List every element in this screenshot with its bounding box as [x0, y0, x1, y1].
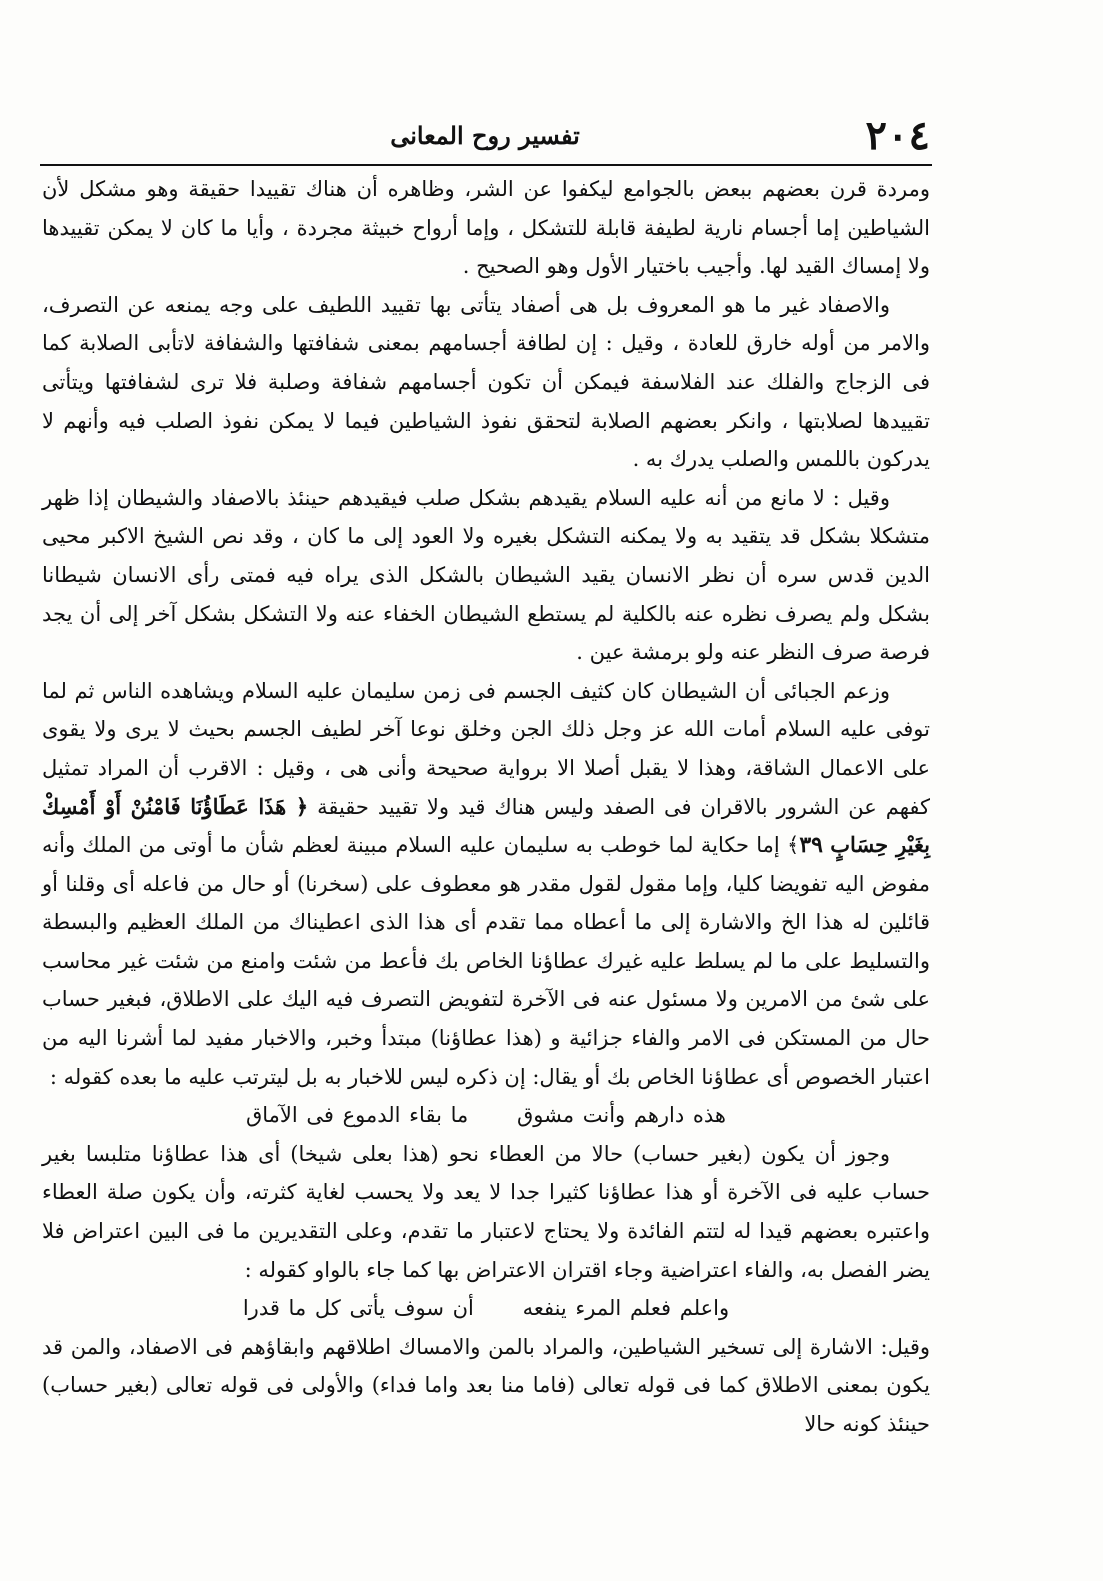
- verse-second-hemistich: أن سوف يأتى كل ما قدرا: [242, 1296, 474, 1321]
- paragraph: وقيل : لا مانع من أنه عليه السلام يقيدهم بشكل صلب فيقيدهم حينئذ بالاصفاد والشيطان إذا ظهر متشكلا بشكل قد يتقيد به ولا يمكنه التشكل بغيره ولا العود إلى ما كان ، وقد نص الشيخ الاكبر محيى الدين قدس سره أن نظر الانسان يقيد الشيطان بالشكل الذى يراه فيه فمتى رأى الانسان شيطانا بشكل ولم يصرف نظره عنه بالكلية لم يستطع الشيطان الخفاء عنه ولا التشكل بشكل آخر إلى أن يجد فرصة صرف النظر عنه ولو برمشة عين .: [42, 485, 930, 665]
- body-text: [42, 170, 930, 1444]
- header-divider: [40, 164, 932, 166]
- verse-second-hemistich: ما بقاء الدموع فى الآماق: [245, 1103, 469, 1128]
- poetry-verse: [42, 1096, 930, 1135]
- poetry-verse: [42, 1289, 930, 1328]
- verse-first-hemistich: واعلم فعلم المرء ينفعه: [522, 1296, 730, 1321]
- verse-first-hemistich: هذه دارهم وأنت مشوق: [516, 1103, 727, 1128]
- page-header: [40, 108, 930, 164]
- paragraph-continuation: ﴾ إما حكاية لما خوطب به سليمان عليه السلام مبينة لعظم شأن ما أوتى من الملك وأنه مفوض اليه تفويضا كليا، وإما مقول لقول مقدر هو معطوف على (سخرنا) أو حال من فاعله أى وقلنا أو قائلين له هذا الخ والاشارة إلى ما أعطاه مما تقدم أى هذا الذى اعطيناك من الملك العظيم والبسطة والتسليط على ما لم يسلط عليه غيرك عطاؤنا الخاص بك فأعط من شئت وامنع من شئت غير محاسب على شئ من الامرين ولا مسئول عنه فى الآخرة لتفويض التصرف فيه اليك على الاطلاق، فبغير حساب حال من المستكن فى الامر والفاء جزائية و (هذا عطاؤنا) مبتدأ وخبر، والاخبار مفيد لما أشرنا اليه من اعتبار الخصوص أى عطاؤنا الخاص بك أو يقال: إن ذكره ليس للاخبار به بل ليترتب عليه ما بعده كقوله :: [42, 833, 930, 1089]
- paragraph: والاصفاد غير ما هو المعروف بل هى أصفاد يتأتى بها تقييد اللطيف على وجه يمنعه عن التصرف، والامر من أوله خارق للعادة ، وقيل : إن لطافة أجسامهم بمعنى شفافتها والشفافة لاتأبى الصلابة كما فى الزجاج والفلك عند الفلاسفة فيمكن أن تكون أجسامهم شفافة وصلبة فلا ترى لشفافتها ويتأتى تقييدها لصلابتها ، وانكر بعضهم الصلابة لتحقق نفوذ الشياطين فيما لا يمكن نفوذ الصلب فيه وأنهم لا يدركون باللمس والصلب يدرك به .: [42, 292, 930, 472]
- running-title: تفسير روح المعانى: [390, 121, 580, 150]
- paragraph-text: وزعم الجبائى أن الشيطان كان كثيف الجسم فى زمن سليمان عليه السلام ويشاهده الناس ثم لما توفى عليه السلام أمات الله عز وجل ذلك الجن وخلق نوعا آخر لطيف الجسم بحيث لا يرى ولا يقوى على الاعمال الشاقة، وهذا لا يقبل أصلا الا برواية صحيحة وأنى هى ، وقيل : الاقرب أن المراد تمثيل كفهم عن الشرور بالاقران فى الصفد وليس هناك قيد ولا تقييد حقيقة: [42, 678, 930, 819]
- quran-verse: ﴿ هَذَا عَطَاؤُنَا فَامْنُنْ أَوْ أَمْسِكْ بِغَيْرِ حِسَابٍ: [42, 793, 931, 858]
- paragraph: وجوز أن يكون (بغير حساب) حالا من العطاء نحو (هذا بعلى شيخا) أى هذا عطاؤنا متلبسا بغير حساب عليه فى الآخرة أو هذا عطاؤنا كثيرا جدا لا يعد ولا يحسب لغاية كثرته، وأن يكون صلة العطاء واعتبره بعضهم قيدا له لتتم الفائدة ولا يحتاج لاعتبار ما تقدم، وعلى التقديرين ما فى البين اعتراض فلا يضر الفصل به، والفاء اعتراضية وجاء اقتران الاعتراض بها كما جاء بالواو كقوله :: [42, 1141, 930, 1282]
- page-number: ٢٠٤: [865, 112, 930, 159]
- paragraph: ومردة قرن بعضهم ببعض بالجوامع ليكفوا عن الشر، وظاهره أن هناك تقييدا حقيقة وهو مشكل لأن الشياطين إما أجسام نارية لطيفة قابلة للتشكل ، وإما أرواح خبيثة مجردة ، وأيا ما كان لا يمكن تقييدها ولا إمساك القيد لها. وأجيب باختيار الأول وهو الصحيح .: [42, 177, 930, 279]
- paragraph: وقيل: الاشارة إلى تسخير الشياطين، والمراد بالمن والامساك اطلاقهم وابقاؤهم فى الاصفاد، والمن قد يكون بمعنى الاطلاق كما فى قوله تعالى (فاما منا بعد واما فداء) والأولى فى قوله تعالى (بغير حساب) حينئذ كونه حالا: [42, 1334, 930, 1436]
- verse-number: ٣٩: [799, 832, 823, 859]
- paragraph: [42, 672, 930, 1097]
